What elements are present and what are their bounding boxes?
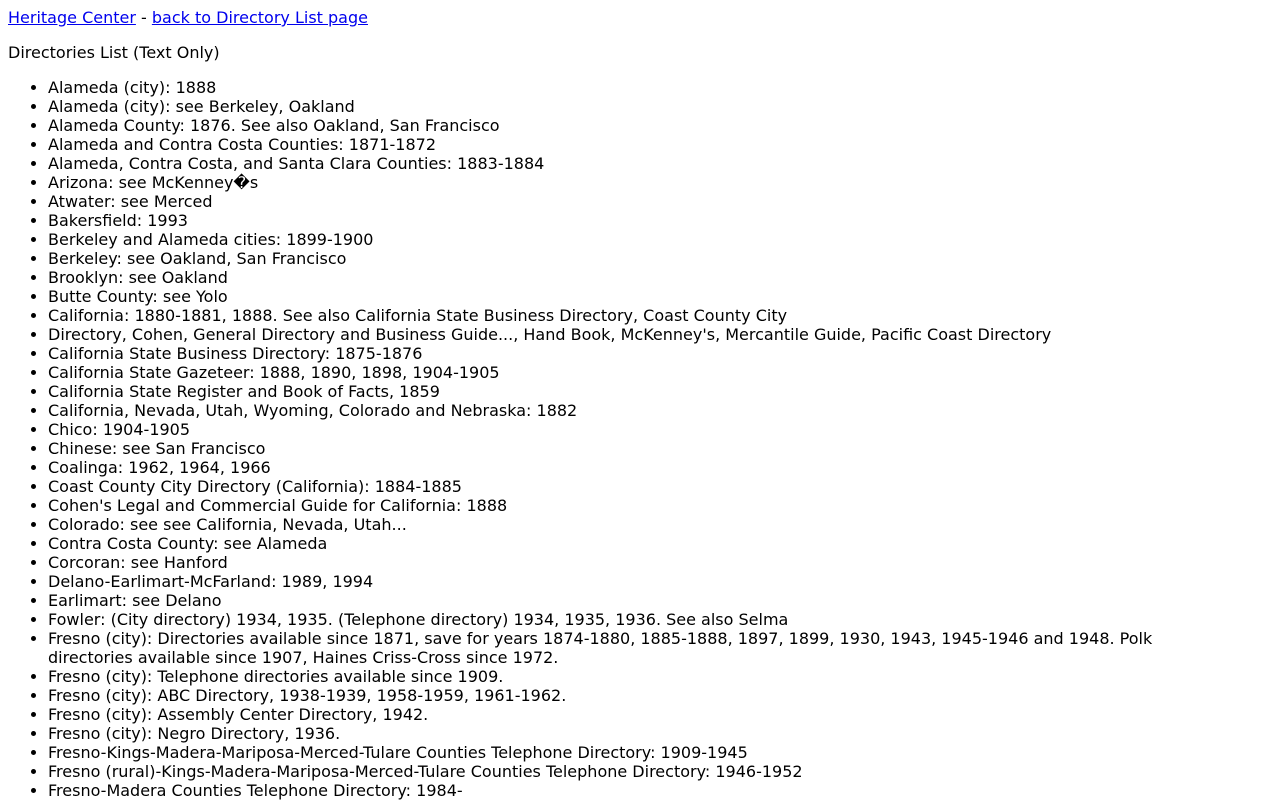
list-item: • Earlimart: see Delano bbox=[48, 591, 1240, 610]
list-item: • Delano-Earlimart-McFarland: 1989, 1994 bbox=[48, 572, 1240, 591]
list-item: • Fresno-Kings-Madera-Mariposa-Merced-Tulare Counties Telephone Directory: 1909-1945 bbox=[48, 743, 1240, 762]
list-item: • Coast County City Directory (California): 1884-1885 bbox=[48, 477, 1240, 496]
list-item: • Fresno (city): Assembly Center Directory, 1942. bbox=[48, 705, 1240, 724]
top-navigation bbox=[8, 8, 1272, 27]
list-item: • Arizona: see McKenney�s bbox=[48, 173, 1240, 192]
nav-separator: - bbox=[135, 8, 152, 27]
list-item: • Fresno (city): Directories available since 1871, save for years 1874-1880, 1885-1888, 1897, 1899, 1930, 1943, 1945-1946 and 1948. Polk directories available since 1907, Haines Criss-Cross since 1972. bbox=[48, 629, 1240, 667]
list-item: • Coalinga: 1962, 1964, 1966 bbox=[48, 458, 1240, 477]
list-item: • California, Nevada, Utah, Wyoming, Colorado and Nebraska: 1882 bbox=[48, 401, 1240, 420]
list-item: • Butte County: see Yolo bbox=[48, 287, 1240, 306]
list-item: • California: 1880-1881, 1888. See also California State Business Directory, Coast County City bbox=[48, 306, 1240, 325]
list-item: • Bakersfield: 1993 bbox=[48, 211, 1240, 230]
list-item: • Chinese: see San Francisco bbox=[48, 439, 1240, 458]
list-item: • Fresno (city): Telephone directories available since 1909. bbox=[48, 667, 1240, 686]
heritage-center-link[interactable]: Heritage Center bbox=[8, 8, 136, 27]
list-item: • California State Gazeteer: 1888, 1890, 1898, 1904-1905 bbox=[48, 363, 1240, 382]
list-item: • Contra Costa County: see Alameda bbox=[48, 534, 1240, 553]
list-item: • Fresno (rural)-Kings-Madera-Mariposa-Merced-Tulare Counties Telephone Directory: 1946-1952 bbox=[48, 762, 1240, 781]
list-item: • Fresno-Madera Counties Telephone Directory: 1984- bbox=[48, 781, 1240, 800]
list-item: • Fresno (city): ABC Directory, 1938-1939, 1958-1959, 1961-1962. bbox=[48, 686, 1240, 705]
list-item: • Alameda (city): see Berkeley, Oakland bbox=[48, 97, 1240, 116]
list-item: • Alameda and Contra Costa Counties: 1871-1872 bbox=[48, 135, 1240, 154]
list-item: • Berkeley and Alameda cities: 1899-1900 bbox=[48, 230, 1240, 249]
list-item: • Alameda, Contra Costa, and Santa Clara Counties: 1883-1884 bbox=[48, 154, 1240, 173]
page-title: Directories List (Text Only) bbox=[8, 43, 220, 62]
directories-list bbox=[8, 78, 1240, 800]
list-item: • Alameda County: 1876. See also Oakland, San Francisco bbox=[48, 116, 1240, 135]
list-item: • Colorado: see see California, Nevada, Utah... bbox=[48, 515, 1240, 534]
list-item: • Alameda (city): 1888 bbox=[48, 78, 1240, 97]
list-item: • Chico: 1904-1905 bbox=[48, 420, 1240, 439]
list-item: • Atwater: see Merced bbox=[48, 192, 1240, 211]
list-item: • Directory, Cohen, General Directory and Business Guide..., Hand Book, McKenney's, Mercantile Guide, Pacific Coast Directory bbox=[48, 325, 1240, 344]
list-item: • California State Business Directory: 1875-1876 bbox=[48, 344, 1240, 363]
list-item: • California State Register and Book of Facts, 1859 bbox=[48, 382, 1240, 401]
list-item: • Corcoran: see Hanford bbox=[48, 553, 1240, 572]
list-item: • Brooklyn: see Oakland bbox=[48, 268, 1240, 287]
list-item: • Fresno (city): Negro Directory, 1936. bbox=[48, 724, 1240, 743]
list-item: • Cohen's Legal and Commercial Guide for California: 1888 bbox=[48, 496, 1240, 515]
list-item: • Fowler: (City directory) 1934, 1935. (Telephone directory) 1934, 1935, 1936. See also Selma bbox=[48, 610, 1240, 629]
back-to-directory-list-link[interactable]: back to Directory List page bbox=[151, 8, 368, 27]
list-item: • Berkeley: see Oakland, San Francisco bbox=[48, 249, 1240, 268]
